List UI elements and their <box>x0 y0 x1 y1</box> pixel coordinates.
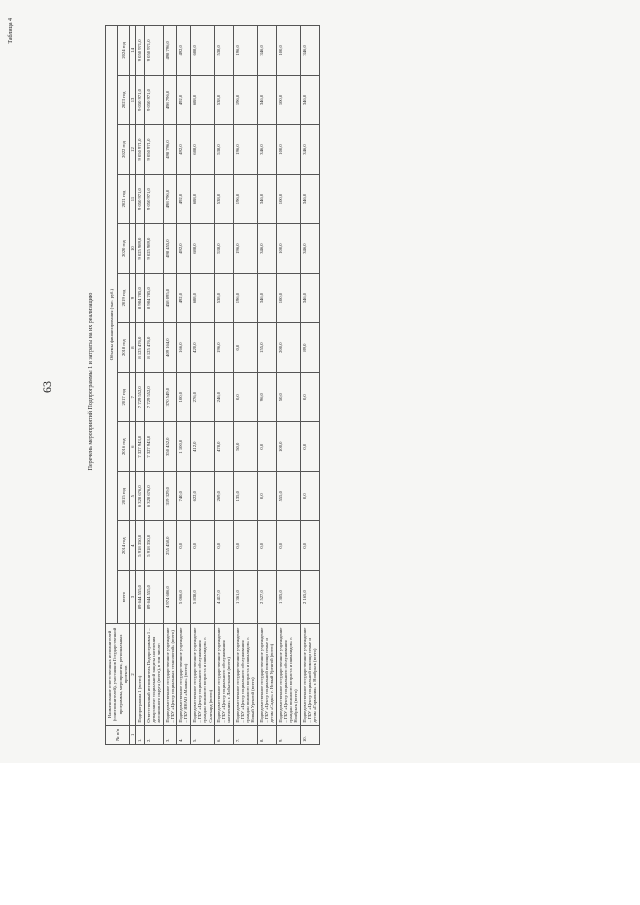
row-value: 100,0 <box>276 26 300 76</box>
row-name: Подведомственное государственное учреждение – ГБУ ЯНАО «Маяки» (всего) <box>177 624 191 725</box>
column-number: 9 <box>130 273 136 323</box>
row-value: 269,0 <box>214 471 233 521</box>
row-number: 5. <box>190 725 214 744</box>
row-value: 100,0 <box>276 75 300 125</box>
page-number: 63 <box>40 381 54 393</box>
row-value: 346,0 <box>300 224 319 274</box>
blank-area <box>0 763 640 905</box>
header-year: 2021 год <box>118 174 130 224</box>
row-value: 9 025 989,0 <box>136 224 144 274</box>
row-name: Подпрограмма 1 (всего) <box>136 624 144 725</box>
table-row <box>177 26 191 745</box>
row-value: 255 458,0 <box>163 521 177 571</box>
row-value: 346,0 <box>257 75 276 125</box>
row-value: 1 100,0 <box>177 422 191 472</box>
row-value: 9 050 971,0 <box>144 75 163 125</box>
row-value: 688,0 <box>190 26 214 76</box>
row-value: 498 796,0 <box>163 174 177 224</box>
column-number: 14 <box>130 26 136 76</box>
row-value: 538,0 <box>214 174 233 224</box>
table-row <box>276 26 300 745</box>
row-value: 346,0 <box>257 174 276 224</box>
row-value: 4 417,0 <box>214 571 233 624</box>
table-row <box>300 26 319 745</box>
row-name: Подведомственное государственное учреждение – ГБУ «Центр социальной помощи семье и детям «Гармония» г. Ноябрьск (всего) <box>300 624 319 725</box>
row-value: 100,0 <box>276 174 300 224</box>
row-value: 8 984 785,0 <box>144 273 163 323</box>
row-value: 0,0 <box>300 372 319 422</box>
row-name: Подведомственное государственное учреждение – ГБУ «Центр социального обслуживания граждан пожилого возраста и инвалидов» г. Салехард (всего) <box>190 624 214 725</box>
header-year: 2014 год <box>118 521 130 571</box>
row-value: 7 729 552,0 <box>144 372 163 422</box>
row-number: 2. <box>144 725 163 744</box>
row-value: 50,0 <box>233 422 257 472</box>
header-year: 2015 год <box>118 471 130 521</box>
row-value: 196,0 <box>233 273 257 323</box>
row-value: 412,0 <box>190 422 214 472</box>
row-value: 89 644 555,0 <box>136 571 144 624</box>
row-value: 346,0 <box>257 224 276 274</box>
column-number: 11 <box>130 174 136 224</box>
row-number: 9. <box>276 725 300 744</box>
row-value: 5 918 350,0 <box>136 521 144 571</box>
column-number: 10 <box>130 224 136 274</box>
row-value: 200,0 <box>276 323 300 373</box>
row-value: 2 527,0 <box>257 571 276 624</box>
header-year: 2016 год <box>118 422 130 472</box>
row-value: 50,0 <box>276 372 300 422</box>
row-value: 0,0 <box>276 521 300 571</box>
row-value: 4 974 686,0 <box>163 571 177 624</box>
row-value: 346,0 <box>300 26 319 76</box>
row-value: 0,0 <box>233 521 257 571</box>
row-value: 196,0 <box>214 323 233 373</box>
row-value: 538,0 <box>214 26 233 76</box>
row-value: 346,0 <box>300 174 319 224</box>
column-number: 8 <box>130 323 136 373</box>
row-value: 538,0 <box>214 75 233 125</box>
row-value: 688,0 <box>190 224 214 274</box>
row-value: 350 452,0 <box>163 422 177 472</box>
header-total: всего <box>118 571 130 624</box>
column-number: 5 <box>130 471 136 521</box>
row-value: 492,0 <box>177 273 191 323</box>
row-value: 8 984 785,0 <box>136 273 144 323</box>
row-value: 246,0 <box>214 372 233 422</box>
row-value: 346,0 <box>257 26 276 76</box>
row-value: 498 796,0 <box>163 75 177 125</box>
row-value: 9 050 971,0 <box>136 75 144 125</box>
row-value: 9 050 971,0 <box>136 174 144 224</box>
table-row <box>136 26 144 745</box>
row-value: 6 328 676,0 <box>136 471 144 521</box>
table-row <box>214 26 233 745</box>
header-year: 2020 год <box>118 224 130 274</box>
row-value: 89 644 555,0 <box>144 571 163 624</box>
row-value: 0,0 <box>190 521 214 571</box>
header-no: № п/п <box>106 725 130 744</box>
row-value: 196,0 <box>233 174 257 224</box>
row-value: 0,0 <box>257 422 276 472</box>
row-value: 276,0 <box>190 372 214 422</box>
column-number: 2 <box>130 624 136 725</box>
row-value: 100,0 <box>276 273 300 323</box>
row-value: 346,0 <box>300 273 319 323</box>
row-value: 9 050 971,0 <box>144 26 163 76</box>
row-value: 9 050 971,0 <box>144 125 163 175</box>
row-value: 688,0 <box>190 75 214 125</box>
row-value: 498 796,0 <box>163 125 177 175</box>
row-value: 7 327 943,0 <box>136 422 144 472</box>
row-value: 688,0 <box>190 125 214 175</box>
row-value: 2 165,0 <box>300 571 319 624</box>
column-number: 3 <box>130 571 136 624</box>
row-value: 7 327 943,0 <box>144 422 163 472</box>
row-value: 740,0 <box>177 471 191 521</box>
row-value: 9 050 971,0 <box>136 125 144 175</box>
row-value: 166,0 <box>177 323 191 373</box>
row-value: 89,0 <box>300 323 319 373</box>
table-row <box>144 26 163 745</box>
row-value: 5 066,0 <box>177 571 191 624</box>
row-value: 409 164,0 <box>163 323 177 373</box>
row-value: 538,0 <box>214 273 233 323</box>
row-name: Подведомственное государственное учреждение – ГБУ «Центр социальной помощи семье и детям «Садко» г. Новый Уренгой (всего) <box>257 624 276 725</box>
row-value: 196,0 <box>233 26 257 76</box>
column-number: 1 <box>130 725 136 744</box>
row-value: 96,0 <box>257 372 276 422</box>
column-number: 12 <box>130 125 136 175</box>
header-year: 2023 год <box>118 75 130 125</box>
row-value: 538,0 <box>214 224 233 274</box>
row-number: 4. <box>177 725 191 744</box>
row-name: Подведомственное государственное учреждение – ГБУ «Центр социального обслуживания граждан пожилого возраста и инвалидов» г. Ноябрьск (всего) <box>276 624 300 725</box>
row-name: Ответственный исполнитель Подпрограммы 1 – департамент социальной защиты населения автономного округа (всего), в том числе: <box>144 624 163 725</box>
row-value: 498 796,0 <box>163 26 177 76</box>
header-funding: Объемы финансирования (тыс. руб.) <box>106 26 118 624</box>
row-value: 458 095,0 <box>163 273 177 323</box>
funding-table <box>105 25 320 745</box>
row-value: 9 025 989,0 <box>144 224 163 274</box>
row-value: 346,0 <box>257 125 276 175</box>
row-value: 492,0 <box>177 224 191 274</box>
table-row <box>190 26 214 745</box>
row-value: 9 050 971,0 <box>144 174 163 224</box>
row-value: 0,0 <box>300 471 319 521</box>
row-name: Подведомственное государственное учреждение – ГБУ «Центр социального обслуживания населения» г. Лабытнанги (всего) <box>214 624 233 725</box>
row-value: 1 305,0 <box>276 571 300 624</box>
row-value: 100,0 <box>177 372 191 422</box>
header-year: 2019 год <box>118 273 130 323</box>
header-year: 2017 год <box>118 372 130 422</box>
row-value: 492,0 <box>177 174 191 224</box>
row-value: 319 329,0 <box>163 471 177 521</box>
row-value: 0,0 <box>177 521 191 571</box>
row-number: 3. <box>163 725 177 744</box>
row-value: 0,0 <box>257 521 276 571</box>
header-year: 2022 год <box>118 125 130 175</box>
row-value: 555,0 <box>276 471 300 521</box>
row-number: 1. <box>136 725 144 744</box>
row-value: 155,0 <box>257 323 276 373</box>
row-value: 538,0 <box>214 125 233 175</box>
row-value: 100,0 <box>276 125 300 175</box>
row-value: 346,0 <box>257 273 276 323</box>
row-value: 0,0 <box>257 471 276 521</box>
row-value: 346,0 <box>300 125 319 175</box>
column-number: 7 <box>130 372 136 422</box>
row-value: 135,0 <box>233 471 257 521</box>
row-value: 498 455,0 <box>163 224 177 274</box>
row-number: 6. <box>214 725 233 744</box>
row-value: 622,0 <box>190 471 214 521</box>
column-number: 6 <box>130 422 136 472</box>
row-value: 0,0 <box>300 422 319 472</box>
row-name: Подведомственное государственное учреждение – ГБУ «Центр социального обслуживания граждан пожилого возраста и инвалидов» г. Новый Уренгой (всего) <box>233 624 257 725</box>
row-value: 370 549,0 <box>163 372 177 422</box>
row-value: 5 838,0 <box>190 571 214 624</box>
row-value: 492,0 <box>177 125 191 175</box>
row-value: 492,0 <box>177 26 191 76</box>
row-value: 100,0 <box>276 224 300 274</box>
row-value: 8 125 476,0 <box>144 323 163 373</box>
column-number: 4 <box>130 521 136 571</box>
row-value: 196,0 <box>233 75 257 125</box>
table-row <box>257 26 276 745</box>
table-row <box>163 26 177 745</box>
row-value: 0,0 <box>233 372 257 422</box>
row-value: 0,0 <box>233 323 257 373</box>
row-name: Подведомственное государственное учреждение – ГБУ «Центр социальных технологий» (всего) <box>163 624 177 725</box>
row-value: 8 125 476,0 <box>136 323 144 373</box>
table-label: Таблица 4 <box>8 18 14 44</box>
table-title: Перечень мероприятий Подпрограммы 1 и затраты на их реализацию <box>88 292 94 471</box>
row-value: 1 361,0 <box>233 571 257 624</box>
row-value: 0,0 <box>300 521 319 571</box>
row-value: 6 328 676,0 <box>144 471 163 521</box>
table-row <box>233 26 257 745</box>
column-number: 13 <box>130 75 136 125</box>
row-number: 10. <box>300 725 319 744</box>
row-value: 492,0 <box>177 75 191 125</box>
header-year: 2024 год <box>118 26 130 76</box>
row-value: 196,0 <box>233 125 257 175</box>
row-value: 7 729 552,0 <box>136 372 144 422</box>
table-body <box>136 26 319 745</box>
header-row-1 <box>106 26 118 745</box>
row-value: 9 050 971,0 <box>136 26 144 76</box>
row-value: 688,0 <box>190 273 214 323</box>
row-value: 5 918 350,0 <box>144 521 163 571</box>
row-value: 688,0 <box>190 174 214 224</box>
row-value: 346,0 <box>300 75 319 125</box>
row-number: 7. <box>233 725 257 744</box>
row-value: 196,0 <box>233 224 257 274</box>
row-value: 478,0 <box>214 422 233 472</box>
row-value: 420,0 <box>190 323 214 373</box>
header-name: Наименование ответственных исполнителей (соисполнителей), участников Государственной программы, мероприятия, региональных проектов <box>106 624 130 725</box>
row-value: 100,0 <box>276 422 300 472</box>
header-year: 2018 год <box>118 323 130 373</box>
row-number: 8. <box>257 725 276 744</box>
row-value: 0,0 <box>214 521 233 571</box>
